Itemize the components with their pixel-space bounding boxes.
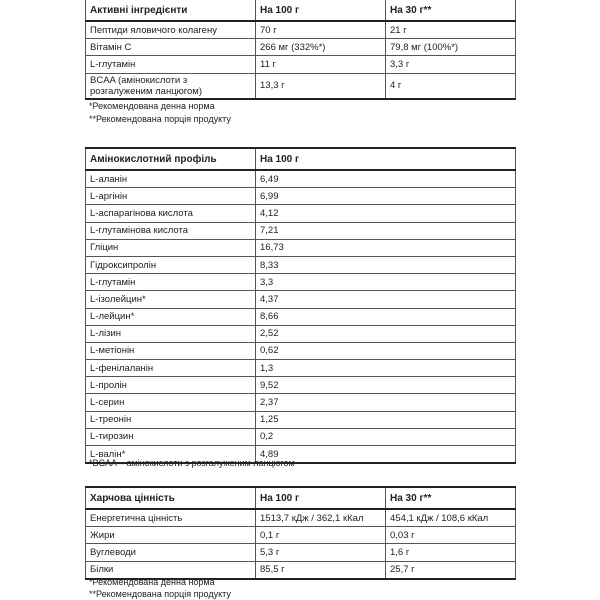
table-row — [86, 394, 516, 411]
table-row — [86, 342, 516, 359]
cell-per-100g: 85,5 г — [256, 561, 386, 579]
header-per-100g: На 100 г — [256, 148, 516, 170]
table-header-row — [86, 0, 516, 21]
cell-per-30g: 1,6 г — [386, 544, 516, 561]
cell-per-30g: 25,7 г — [386, 561, 516, 579]
cell-value: 8,33 — [256, 256, 516, 273]
cell-value: 1,3 — [256, 360, 516, 377]
cell-name: Гідроксипролін — [86, 256, 256, 273]
cell-name: L-глутамінова кислота — [86, 222, 256, 239]
cell-name: Вуглеводи — [86, 544, 256, 561]
cell-value: 2,52 — [256, 325, 516, 342]
cell-value: 0,62 — [256, 342, 516, 359]
cell-per-30g: 4 г — [386, 73, 516, 99]
cell-value: 1,25 — [256, 411, 516, 428]
cell-value: 7,21 — [256, 222, 516, 239]
table-row — [86, 377, 516, 394]
cell-value: 3,3 — [256, 274, 516, 291]
cell-value: 6,99 — [256, 188, 516, 205]
header-ingredient: Активні інгредієнти — [86, 0, 256, 21]
cell-value: 4,12 — [256, 205, 516, 222]
cell-name: L-аланін — [86, 170, 256, 188]
header-per-30g: На 30 г** — [386, 487, 516, 509]
cell-per-30g: 21 г — [386, 21, 516, 39]
cell-name: L-глутамін — [86, 56, 256, 73]
table-row — [86, 73, 516, 99]
cell-value: 8,66 — [256, 308, 516, 325]
cell-name: L-валін* — [86, 446, 256, 464]
table-row — [86, 39, 516, 56]
table-row — [86, 428, 516, 445]
cell-value: 2,37 — [256, 394, 516, 411]
header-per-100g: На 100 г — [256, 0, 386, 21]
amino-acid-profile-table — [85, 147, 516, 464]
header-per-30g: На 30 г** — [386, 0, 516, 21]
footnote-serving: **Рекомендована порція продукту — [89, 589, 231, 599]
table-row — [86, 360, 516, 377]
header-per-100g: На 100 г — [256, 487, 386, 509]
cell-per-100g: 70 г — [256, 21, 386, 39]
cell-name: L-аспарагінова кислота — [86, 205, 256, 222]
cell-per-100g: 0,1 г — [256, 527, 386, 544]
nutrition-table — [85, 486, 516, 580]
cell-name: BCAA (амінокислоти з розгалуженим ланцюгом) — [86, 73, 256, 99]
cell-name: L-ізолейцин* — [86, 291, 256, 308]
footnote-serving: **Рекомендована порція продукту — [89, 114, 231, 124]
header-amino-acid: Амінокислотний профіль — [86, 148, 256, 170]
cell-name: Гліцин — [86, 239, 256, 256]
table-header-row — [86, 148, 516, 170]
table-row — [86, 325, 516, 342]
footnote-daily-value: *Рекомендована денна норма — [89, 101, 215, 111]
cell-per-30g: 79,8 мг (100%*) — [386, 39, 516, 56]
cell-per-30g: 0,03 г — [386, 527, 516, 544]
cell-name: L-пролін — [86, 377, 256, 394]
cell-name: L-тирозин — [86, 428, 256, 445]
header-nutrition: Харчова цінність — [86, 487, 256, 509]
cell-value: 9,52 — [256, 377, 516, 394]
table-row — [86, 56, 516, 73]
cell-name: L-треонін — [86, 411, 256, 428]
cell-name: Енергетична цінність — [86, 509, 256, 527]
table-row — [86, 256, 516, 273]
table-header-row — [86, 487, 516, 509]
cell-name: L-глутамін — [86, 274, 256, 291]
cell-value: 4,89 — [256, 446, 516, 464]
cell-per-100g: 13,3 г — [256, 73, 386, 99]
active-ingredients-table — [85, 0, 516, 100]
cell-name: L-фенілаланін — [86, 360, 256, 377]
cell-per-30g: 3,3 г — [386, 56, 516, 73]
table-row — [86, 291, 516, 308]
table-row — [86, 188, 516, 205]
cell-name: Пептиди яловичого колагену — [86, 21, 256, 39]
table-row — [86, 509, 516, 527]
table-row — [86, 239, 516, 256]
cell-name: Вітамін С — [86, 39, 256, 56]
cell-name: L-аргінін — [86, 188, 256, 205]
cell-name: L-лейцин* — [86, 308, 256, 325]
table-row — [86, 411, 516, 428]
cell-value: 4,37 — [256, 291, 516, 308]
cell-name: L-метіонін — [86, 342, 256, 359]
table-row — [86, 544, 516, 561]
cell-per-100g: 11 г — [256, 56, 386, 73]
footnote-bcaa: *BCAA – амінокислоти з розгалуженим ланцюгом — [89, 458, 295, 468]
cell-name: Білки — [86, 561, 256, 579]
cell-name: L-лізин — [86, 325, 256, 342]
table-row — [86, 527, 516, 544]
cell-per-100g: 266 мг (332%*) — [256, 39, 386, 56]
table-row — [86, 21, 516, 39]
table-row — [86, 205, 516, 222]
cell-value: 0,2 — [256, 428, 516, 445]
cell-per-100g: 1513,7 кДж / 362,1 кКал — [256, 509, 386, 527]
cell-per-30g: 454,1 кДж / 108,6 кКал — [386, 509, 516, 527]
footnote-daily-value: *Рекомендована денна норма — [89, 577, 215, 587]
cell-name: L-серин — [86, 394, 256, 411]
table-row — [86, 170, 516, 188]
cell-value: 16,73 — [256, 239, 516, 256]
cell-per-100g: 5,3 г — [256, 544, 386, 561]
cell-value: 6,49 — [256, 170, 516, 188]
cell-name: Жири — [86, 527, 256, 544]
table-row — [86, 274, 516, 291]
table-row — [86, 308, 516, 325]
table-row — [86, 222, 516, 239]
